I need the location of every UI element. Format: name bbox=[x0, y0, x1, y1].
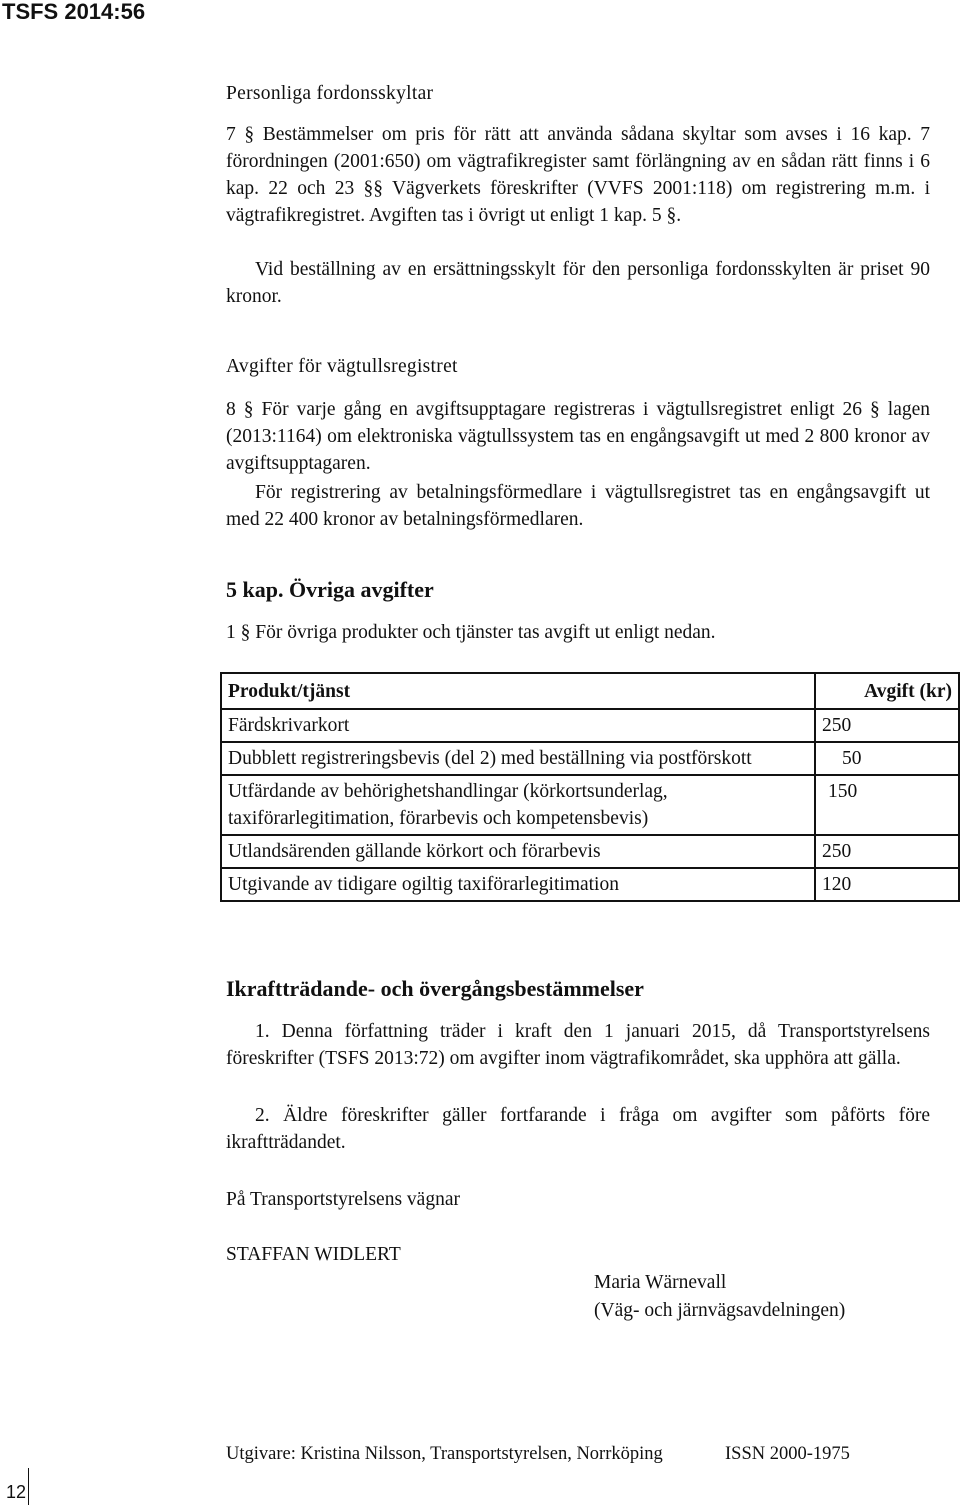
paragraph-8: 8 § För varje gång en avgiftsupptagare registreras i vägtullsregistret enligt 26 § lagen (2013:1164) om elektroniska vägtullssystem tas en engångsavgift ut med 2 800 kronor av avgiftsupptagaren. bbox=[226, 399, 930, 474]
page-number: 12 bbox=[6, 1482, 27, 1502]
table-row bbox=[221, 709, 959, 742]
transitional-item-1: 1. Denna författning träder i kraft den 1 januari 2015, då Transportstyrelsens föreskrifter (TSFS 2013:72) om avgifter inom vägtrafikområdet, ska upphöra att gälla. bbox=[226, 1021, 930, 1069]
paragraph-1: 1 § För övriga produkter och tjänster tas avgift ut enligt nedan. bbox=[226, 622, 716, 643]
footer-issn: ISSN 2000-1975 bbox=[725, 1444, 850, 1464]
section-heading-personliga: Personliga fordonsskyltar bbox=[226, 83, 434, 104]
table-cell-fee: 250 bbox=[815, 709, 959, 742]
signature-department: (Väg- och järnvägsavdelningen) bbox=[594, 1300, 846, 1321]
page-margin-line bbox=[28, 1468, 29, 1505]
transitional-item-2: 2. Äldre föreskrifter gäller fortfarande i fråga om avgifter som påförts före ikraftträdandet. bbox=[226, 1105, 930, 1153]
column-header-fee: Avgift (kr) bbox=[815, 673, 959, 709]
table-cell-product: Dubblett registreringsbevis (del 2) med beställning via postförskott bbox=[221, 742, 815, 775]
paragraph-7: 7 § Bestämmelser om pris för rätt att använda sådana skyltar som avses i 16 kap. 7 förordningen (2001:650) om vägtrafikregister samt förlängning av en sådan rätt finns i 6 kap. 22 och 23 §§ Vägverkets föreskrifter (VVFS 2001:118) om registrering m.m. i vägtrafikregistret. Avgiften tas i övrigt ut enligt 1 kap. 5 §. bbox=[226, 124, 930, 226]
signature-on-behalf: På Transportstyrelsens vägnar bbox=[226, 1189, 460, 1210]
table-cell-product: Utfärdande av behörighetshandlingar (körkortsunderlag, taxiförarlegitimation, förarbevis och kompetensbevis) bbox=[221, 775, 815, 835]
table-header-row bbox=[221, 673, 959, 709]
paragraph-8-extra: För registrering av betalningsförmedlare i vägtullsregistret tas en engångsavgift ut med 22 400 kronor av betalningsförmedlaren. bbox=[226, 482, 930, 530]
table-cell-fee: 120 bbox=[815, 868, 959, 901]
document-header: TSFS 2014:56 bbox=[2, 0, 146, 24]
table-row bbox=[221, 775, 959, 835]
table-cell-product: Utlandsärenden gällande körkort och förarbevis bbox=[221, 835, 815, 868]
table-cell-product: Färdskrivarkort bbox=[221, 709, 815, 742]
chapter-heading: 5 kap. Övriga avgifter bbox=[226, 577, 434, 602]
signature-name-2: Maria Wärnevall bbox=[594, 1272, 727, 1293]
paragraph-7-extra: Vid beställning av en ersättningsskylt för den personliga fordonsskylten är priset 90 kronor. bbox=[226, 259, 930, 307]
fee-table bbox=[220, 672, 960, 902]
table-cell-fee: 50 bbox=[815, 742, 959, 775]
section-heading-vagtull: Avgifter för vägtullsregistret bbox=[226, 356, 458, 377]
footer-publisher: Utgivare: Kristina Nilsson, Transportstyrelsen, Norrköping bbox=[226, 1444, 663, 1464]
signature-name-1: STAFFAN WIDLERT bbox=[226, 1244, 401, 1265]
table-cell-fee: 250 bbox=[815, 835, 959, 868]
column-header-product: Produkt/tjänst bbox=[221, 673, 815, 709]
table-row bbox=[221, 835, 959, 868]
table-cell-fee: 150 bbox=[815, 775, 959, 835]
table-row bbox=[221, 868, 959, 901]
table-cell-product: Utgivande av tidigare ogiltig taxiförarlegitimation bbox=[221, 868, 815, 901]
transitional-heading: Ikraftträdande- och övergångsbestämmelser bbox=[226, 976, 644, 1001]
table-row bbox=[221, 742, 959, 775]
